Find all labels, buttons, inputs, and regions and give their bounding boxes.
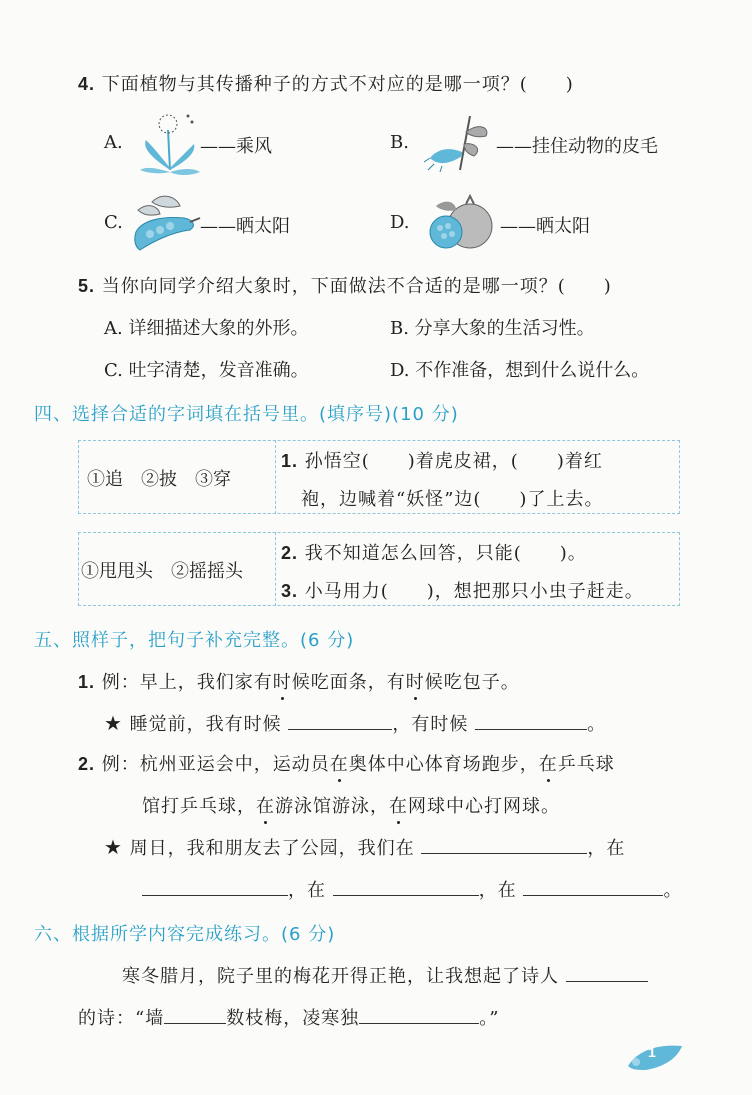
choices-text: ①甩甩头 ②摇摇头 bbox=[81, 561, 243, 582]
example-2-line-2 bbox=[142, 792, 560, 818]
question-5 bbox=[78, 272, 612, 298]
question-text: 当你向同学介绍大象时，下面做法不合适的是哪一项？( ) bbox=[101, 276, 612, 297]
fill-text: 孙悟空( )着虎皮裙，( )着红 bbox=[304, 451, 603, 472]
star-icon: ★ bbox=[104, 711, 123, 735]
example-text: 乒乓球 bbox=[557, 754, 615, 775]
task-text: ，在 bbox=[587, 838, 626, 859]
fill-line-2: 袍，边喊着“妖怪”边( )了上去。 bbox=[301, 489, 604, 510]
choices-text: ①追 ②披 ③穿 bbox=[87, 469, 231, 490]
example-text: 奥体中心体育场跑步， bbox=[348, 754, 539, 775]
poem-line-2 bbox=[78, 1004, 499, 1030]
task-text: ，有时候 bbox=[392, 714, 469, 735]
q5-option-c: C. 吐字清楚，发音准确。 bbox=[104, 360, 309, 381]
task-text: ，在 bbox=[288, 880, 326, 901]
task-text: 。 bbox=[663, 880, 683, 901]
question-4 bbox=[78, 70, 574, 96]
example-2-line-1 bbox=[78, 750, 615, 776]
emphasized-text: 有时候 bbox=[387, 668, 444, 694]
fill-text: 小马用力( )，想把那只小虫子赶走。 bbox=[304, 581, 644, 602]
fill-line-2-question bbox=[281, 539, 587, 565]
option-a-letter: A. bbox=[104, 132, 123, 153]
question-number: 4. bbox=[78, 74, 96, 94]
example-text: 例：杭州亚运会中，运动员 bbox=[101, 754, 330, 775]
option-b-label: ——挂住动物的皮毛 bbox=[496, 136, 658, 157]
exercise-text: 的诗：“墙 bbox=[78, 1008, 165, 1029]
example-text: 吃面条， bbox=[310, 672, 387, 693]
question-number: 3. bbox=[281, 581, 299, 601]
answer-blank[interactable] bbox=[288, 711, 392, 730]
q5-option-b: B. 分享大象的生活习性。 bbox=[390, 318, 595, 339]
answer-blank[interactable] bbox=[142, 877, 288, 896]
answer-blank[interactable] bbox=[359, 1005, 479, 1024]
fill-line-3-question bbox=[281, 577, 644, 603]
answer-blank[interactable] bbox=[523, 877, 663, 896]
task-text: 睡觉前，我有时候 bbox=[129, 714, 282, 735]
word-box-2 bbox=[78, 532, 680, 606]
page-number: 1 bbox=[648, 1044, 656, 1060]
task-text: 周日，我和朋友去了公园，我们在 bbox=[129, 838, 415, 859]
question-number: 2. bbox=[281, 543, 299, 563]
task-1 bbox=[104, 710, 606, 736]
option-d-letter: D. bbox=[390, 212, 410, 233]
example-text: 网球中心打网球。 bbox=[408, 796, 560, 817]
page-badge bbox=[624, 1040, 688, 1072]
dotted-word bbox=[254, 672, 311, 693]
question-number: 1. bbox=[281, 451, 299, 471]
section-5-title: 五、照样子，把句子补充完整。(6 分) bbox=[34, 630, 355, 651]
section-4-title: 四、选择合适的字词填在括号里。(填序号)(10 分) bbox=[34, 404, 459, 425]
answer-blank[interactable] bbox=[475, 711, 587, 730]
star-icon: ★ bbox=[104, 835, 123, 859]
example-text: 馆打乒乓球， bbox=[142, 796, 256, 817]
choices-cell bbox=[78, 440, 276, 514]
option-b-letter: B. bbox=[390, 132, 409, 153]
section-6-title: 六、根据所学内容完成练习。(6 分) bbox=[34, 924, 336, 945]
example-1 bbox=[78, 668, 520, 694]
option-a-label: ——乘风 bbox=[200, 136, 272, 157]
task-text: ，在 bbox=[478, 880, 517, 901]
emphasized-text: 在 bbox=[256, 792, 275, 818]
burr-plant-icon bbox=[420, 112, 500, 174]
option-c-letter: C. bbox=[104, 212, 123, 233]
question-number: 1. bbox=[78, 672, 96, 692]
answer-blank[interactable] bbox=[164, 1005, 226, 1024]
emphasized-text: 在 bbox=[389, 792, 408, 818]
task-2-line-1 bbox=[104, 834, 625, 860]
example-text: 例：早上，我们家 bbox=[101, 672, 254, 693]
choices-cell bbox=[78, 532, 276, 606]
answer-blank[interactable] bbox=[333, 877, 479, 896]
fill-line-1 bbox=[281, 447, 603, 473]
emphasized-text: 在 bbox=[539, 750, 558, 776]
question-number: 2. bbox=[78, 754, 96, 774]
answer-blank[interactable] bbox=[421, 835, 587, 854]
exercise-text: 。” bbox=[479, 1008, 500, 1029]
pea-pod-icon bbox=[132, 192, 202, 254]
emphasized-text: 在 bbox=[330, 750, 349, 776]
exercise-text: 数枝梅，凌寒独 bbox=[226, 1008, 360, 1029]
question-text: 下面植物与其传播种子的方式不对应的是哪一项？( ) bbox=[101, 74, 574, 95]
fill-text: 我不知道怎么回答，只能( )。 bbox=[304, 543, 587, 564]
option-d-label: ——晒太阳 bbox=[500, 216, 590, 237]
example-text: 吃包子。 bbox=[443, 672, 520, 693]
task-2-line-2 bbox=[142, 876, 682, 902]
option-c-label: ——晒太阳 bbox=[200, 216, 290, 237]
exercise-text: 寒冬腊月，院子里的梅花开得正艳，让我想起了诗人 bbox=[122, 966, 559, 987]
word-box-1 bbox=[78, 440, 680, 514]
poem-line-1 bbox=[122, 962, 648, 988]
example-text: 游泳馆游泳， bbox=[275, 796, 389, 817]
answer-blank[interactable] bbox=[566, 963, 648, 982]
q5-option-d: D. 不作准备，想到什么说什么。 bbox=[390, 360, 650, 381]
question-number: 5. bbox=[78, 276, 96, 296]
pomegranate-icon bbox=[426, 192, 498, 254]
emphasized-text: 有时候 bbox=[254, 668, 311, 694]
task-text: 。 bbox=[587, 714, 607, 735]
q5-option-a: A. 详细描述大象的外形。 bbox=[104, 318, 309, 339]
dandelion-icon bbox=[132, 108, 202, 178]
